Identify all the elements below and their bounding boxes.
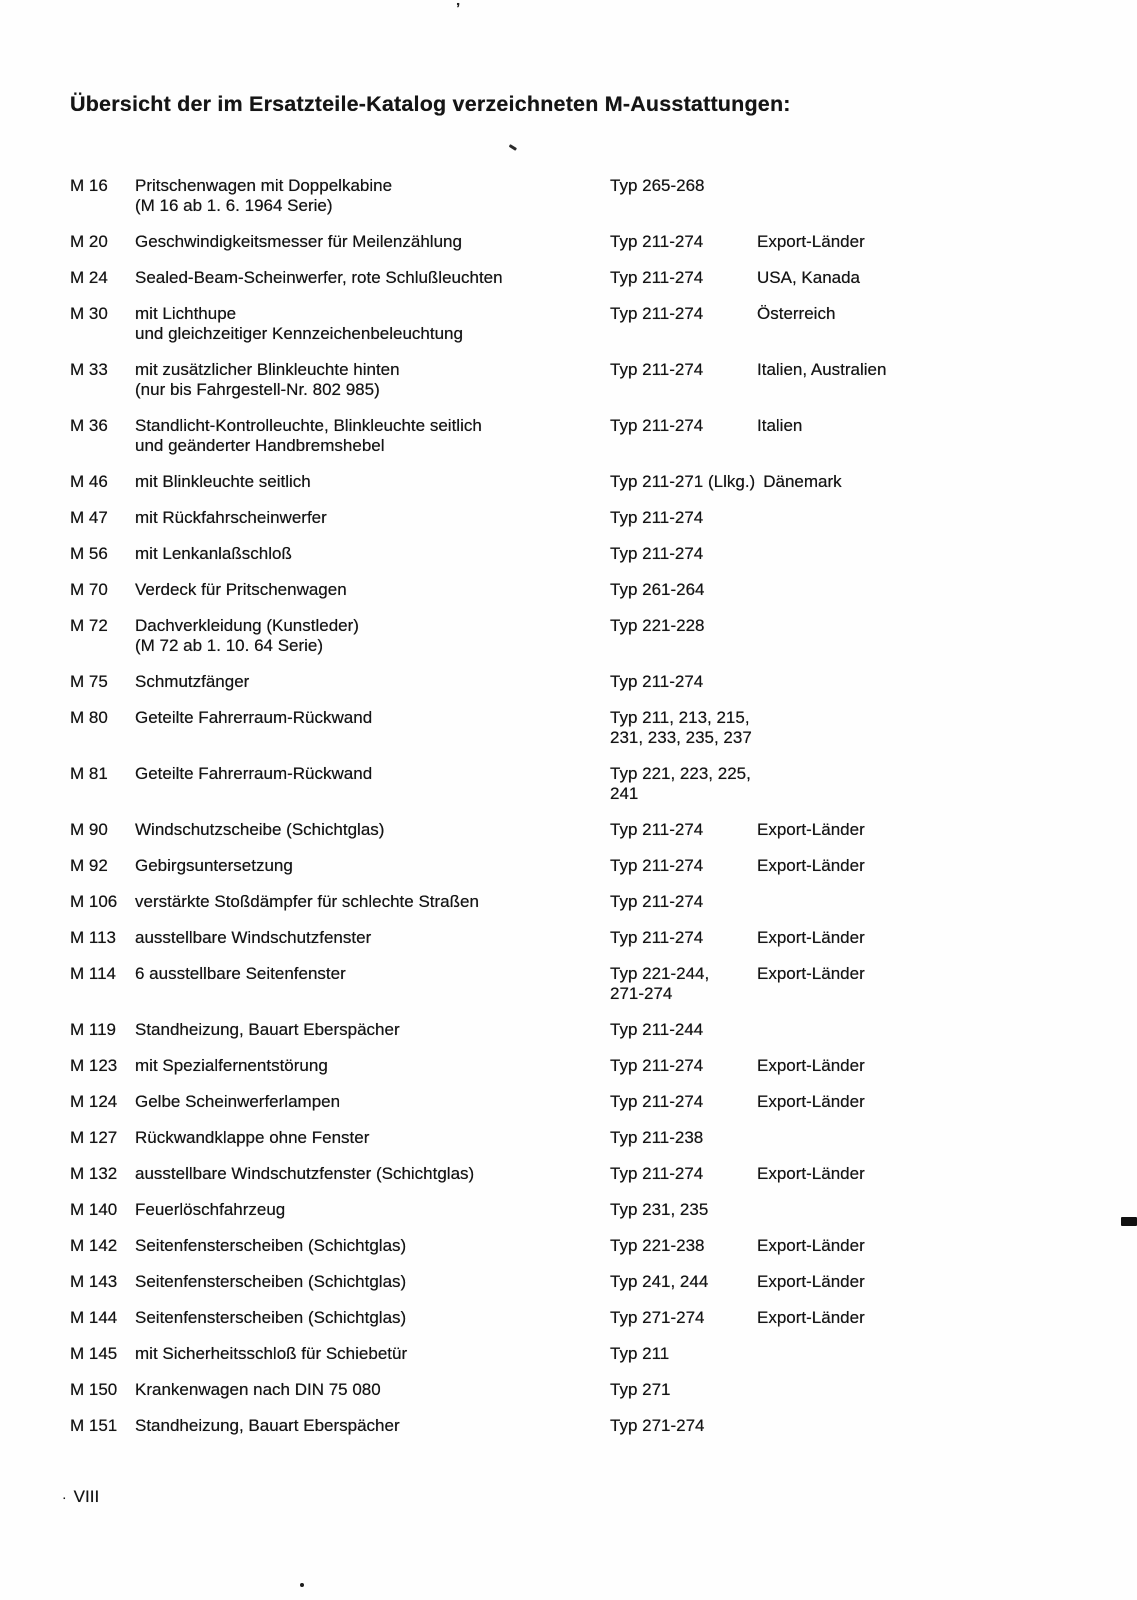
type-range [610, 544, 757, 564]
table-row [70, 1128, 1097, 1148]
description-line: (M 16 ab 1. 6. 1964 Serie) [135, 196, 333, 215]
description-line: Dachverkleidung (Kunstleder) [135, 616, 359, 635]
page-title: Übersicht der im Ersatzteile-Katalog verzeichneten M-Ausstattungen: [70, 92, 791, 116]
equipment-description [135, 232, 610, 252]
m-code: M 106 [70, 892, 118, 911]
type-line: Typ 221-228 [610, 616, 705, 635]
description-line: Standheizung, Bauart Eberspächer [135, 1416, 400, 1435]
description-line: Rückwandklappe ohne Fenster [135, 1128, 370, 1147]
description-line: Geteilte Fahrerraum-Rückwand [135, 764, 373, 783]
type-range [610, 1092, 757, 1112]
m-code: M 143 [70, 1272, 118, 1291]
type-range [610, 1200, 757, 1220]
type-range [610, 360, 757, 380]
type-line: Typ 265-268 [610, 176, 705, 195]
description-line: Verdeck für Pritschenwagen [135, 580, 347, 599]
equipment-description [135, 1092, 610, 1112]
m-code: M 150 [70, 1380, 118, 1399]
type-range [610, 1020, 757, 1040]
table-row [70, 1308, 1097, 1328]
country: Export-Länder [757, 232, 865, 251]
type-range [610, 1416, 757, 1436]
table-row [70, 416, 1097, 456]
table-row [70, 672, 1097, 692]
equipment-description [135, 764, 610, 784]
type-range [610, 892, 757, 912]
country: Export-Länder [757, 928, 865, 947]
type-line: Typ 211-274 [610, 360, 704, 379]
type-line: Typ 211-271 (Llkg.) [610, 472, 756, 491]
type-line: Typ 211-274 [610, 892, 704, 911]
equipment-description [135, 820, 610, 840]
table-row [70, 508, 1097, 528]
type-line: Typ 221-238 [610, 1236, 705, 1255]
table-row [70, 1092, 1097, 1112]
description-line: mit Rückfahrscheinwerfer [135, 508, 327, 527]
m-code: M 75 [70, 672, 108, 691]
type-range [610, 1308, 757, 1328]
table-row [70, 360, 1097, 400]
equipment-description [135, 580, 610, 600]
table-row [70, 892, 1097, 912]
type-line: 231, 233, 235, 237 [610, 728, 752, 747]
page-content [70, 92, 1097, 1436]
type-line: Typ 211-274 [610, 416, 704, 435]
m-code: M 127 [70, 1128, 118, 1147]
description-line: mit Lichthupe [135, 304, 237, 323]
country: Export-Länder [757, 964, 865, 983]
type-line: Typ 271-274 [610, 1416, 705, 1435]
m-code: M 140 [70, 1200, 118, 1219]
equipment-description [135, 472, 610, 492]
m-code: M 16 [70, 176, 108, 195]
description-line: verstärkte Stoßdämpfer für schlechte Straßen [135, 892, 479, 911]
description-line: (M 72 ab 1. 10. 64 Serie) [135, 636, 324, 655]
description-line: und geänderter Handbremshebel [135, 436, 385, 455]
type-line: Typ 221, 223, 225, [610, 764, 751, 783]
type-line: Typ 211-244 [610, 1020, 704, 1039]
page-number: VIII [73, 1487, 100, 1506]
table-row [70, 928, 1097, 948]
type-range [610, 1164, 757, 1184]
m-code: M 144 [70, 1308, 118, 1327]
equipment-description [135, 1308, 610, 1328]
m-code: M 80 [70, 708, 108, 727]
type-line: Typ 211-274 [610, 232, 704, 251]
type-range [610, 176, 757, 196]
description-line: Gebirgsuntersetzung [135, 856, 293, 875]
equipment-description [135, 964, 610, 984]
country: Export-Länder [757, 1272, 865, 1291]
table-row [70, 764, 1097, 804]
country: Export-Länder [757, 1308, 865, 1327]
description-line: Seitenfensterscheiben (Schichtglas) [135, 1272, 407, 1291]
m-code: M 151 [70, 1416, 118, 1435]
table-row [70, 232, 1097, 252]
m-code: M 46 [70, 472, 108, 491]
type-range [610, 1128, 757, 1148]
table-row [70, 1380, 1097, 1400]
description-line: mit zusätzlicher Blinkleuchte hinten [135, 360, 400, 379]
m-code: M 24 [70, 268, 108, 287]
type-line: Typ 271-274 [610, 1308, 705, 1327]
footer-dot: · [62, 1489, 67, 1505]
type-line: Typ 211-274 [610, 928, 704, 947]
type-range [610, 764, 759, 804]
table-row [70, 1164, 1097, 1184]
type-range [610, 820, 757, 840]
table-row [70, 304, 1097, 344]
equipment-description [135, 360, 610, 400]
m-code: M 56 [70, 544, 108, 563]
type-range [610, 708, 760, 748]
equipment-description [135, 1380, 610, 1400]
equipment-description [135, 176, 610, 216]
equipment-table [70, 176, 1097, 1436]
type-range [610, 964, 757, 1004]
m-code: M 145 [70, 1344, 118, 1363]
m-code: M 124 [70, 1092, 118, 1111]
table-row [70, 176, 1097, 216]
country: Dänemark [763, 472, 842, 491]
country: Österreich [757, 304, 836, 323]
m-code: M 47 [70, 508, 108, 527]
description-line: ausstellbare Windschutzfenster [135, 928, 372, 947]
m-code: M 30 [70, 304, 108, 323]
type-line: Typ 211-274 [610, 1092, 704, 1111]
equipment-description [135, 1164, 610, 1184]
table-row [70, 1020, 1097, 1040]
equipment-description [135, 1344, 610, 1364]
m-code: M 142 [70, 1236, 118, 1255]
description-line: mit Spezialfernentstörung [135, 1056, 328, 1075]
m-code: M 20 [70, 232, 108, 251]
type-line: Typ 211-274 [610, 1164, 704, 1183]
table-row [70, 708, 1097, 748]
table-row [70, 1200, 1097, 1220]
equipment-description [135, 304, 610, 344]
country: Export-Länder [757, 1236, 865, 1255]
description-line: Schmutzfänger [135, 672, 250, 691]
table-row [70, 544, 1097, 564]
table-row [70, 856, 1097, 876]
type-line: Typ 241, 244 [610, 1272, 709, 1291]
country: Export-Länder [757, 1056, 865, 1075]
m-code: M 92 [70, 856, 108, 875]
table-row [70, 616, 1097, 656]
equipment-description [135, 1200, 610, 1220]
type-line: Typ 271 [610, 1380, 671, 1399]
type-line: Typ 211-274 [610, 856, 704, 875]
description-line: ausstellbare Windschutzfenster (Schichtglas) [135, 1164, 475, 1183]
m-code: M 119 [70, 1020, 116, 1039]
description-line: Windschutzscheibe (Schichtglas) [135, 820, 385, 839]
equipment-description [135, 672, 610, 692]
description-line: mit Sicherheitsschloß für Schiebetür [135, 1344, 408, 1363]
table-row [70, 268, 1097, 288]
table-row [70, 820, 1097, 840]
type-line: Typ 211, 213, 215, [610, 708, 750, 727]
m-code: M 90 [70, 820, 108, 839]
description-line: Geschwindigkeitsmesser für Meilenzählung [135, 232, 462, 251]
type-line: Typ 211-274 [610, 672, 704, 691]
country: Export-Länder [757, 1092, 865, 1111]
equipment-description [135, 416, 610, 456]
type-line: Typ 211-238 [610, 1128, 704, 1147]
m-code: M 123 [70, 1056, 118, 1075]
country: Export-Länder [757, 1164, 865, 1183]
equipment-description [135, 1056, 610, 1076]
type-line: Typ 221-244, [610, 964, 710, 983]
description-line: Geteilte Fahrerraum-Rückwand [135, 708, 373, 727]
country: USA, Kanada [757, 268, 861, 287]
scan-dash-right-edge [1121, 1217, 1137, 1226]
type-range [610, 856, 757, 876]
table-row [70, 1056, 1097, 1076]
table-row [70, 1344, 1097, 1364]
type-line: Typ 211-274 [610, 544, 704, 563]
type-line: Typ 261-264 [610, 580, 705, 599]
table-row [70, 1236, 1097, 1256]
m-code: M 81 [70, 764, 108, 783]
type-line: 241 [610, 784, 639, 803]
type-line: Typ 211-274 [610, 508, 704, 527]
table-row [70, 964, 1097, 1004]
equipment-description [135, 856, 610, 876]
type-range [610, 580, 757, 600]
equipment-description [135, 892, 610, 912]
type-line: Typ 231, 235 [610, 1200, 709, 1219]
type-range [610, 616, 757, 636]
description-line: Pritschenwagen mit Doppelkabine [135, 176, 393, 195]
m-code: M 70 [70, 580, 108, 599]
equipment-description [135, 616, 610, 656]
page-footer [62, 1487, 99, 1507]
m-code: M 113 [70, 928, 116, 947]
description-line: Seitenfensterscheiben (Schichtglas) [135, 1236, 407, 1255]
equipment-description [135, 1416, 610, 1436]
country: Italien, Australien [757, 360, 887, 379]
description-line: Feuerlöschfahrzeug [135, 1200, 286, 1219]
m-code: M 114 [70, 964, 116, 983]
equipment-description [135, 544, 610, 564]
type-range [610, 232, 757, 252]
country: Export-Länder [757, 856, 865, 875]
description-line: mit Lenkanlaßschloß [135, 544, 292, 563]
description-line: Sealed-Beam-Scheinwerfer, rote Schlußleuchten [135, 268, 503, 287]
description-line: (nur bis Fahrgestell-Nr. 802 985) [135, 380, 380, 399]
type-line: Typ 211-274 [610, 820, 704, 839]
type-range [610, 672, 757, 692]
equipment-description [135, 508, 610, 528]
m-code: M 72 [70, 616, 108, 635]
type-line: Typ 211-274 [610, 304, 704, 323]
type-range [610, 928, 757, 948]
equipment-description [135, 928, 610, 948]
type-range [610, 304, 757, 324]
equipment-description [135, 1272, 610, 1292]
type-range [610, 268, 757, 288]
equipment-description [135, 708, 610, 728]
type-range [610, 1380, 757, 1400]
type-line: Typ 211-274 [610, 268, 704, 287]
country: Export-Länder [757, 820, 865, 839]
equipment-description [135, 1236, 610, 1256]
m-code: M 36 [70, 416, 108, 435]
description-line: Seitenfensterscheiben (Schichtglas) [135, 1308, 407, 1327]
table-row [70, 472, 1097, 492]
table-row [70, 1416, 1097, 1436]
scan-speck-bottom [300, 1583, 304, 1587]
type-range [610, 508, 757, 528]
equipment-description [135, 268, 610, 288]
equipment-description [135, 1020, 610, 1040]
description-line: Krankenwagen nach DIN 75 080 [135, 1380, 381, 1399]
equipment-description [135, 1128, 610, 1148]
description-line: Gelbe Scheinwerferlampen [135, 1092, 341, 1111]
type-range [610, 416, 757, 436]
type-line: Typ 211-274 [610, 1056, 704, 1075]
description-line: und gleichzeitiger Kennzeichenbeleuchtung [135, 324, 463, 343]
type-line: Typ 211 [610, 1344, 670, 1363]
type-range [610, 1344, 757, 1364]
description-line: Standlicht-Kontrolleuchte, Blinkleuchte seitlich [135, 416, 482, 435]
type-line: 271-274 [610, 984, 673, 1003]
table-row [70, 580, 1097, 600]
country: Italien [757, 416, 803, 435]
scan-speck-top: ’ [456, 0, 461, 17]
type-range [610, 472, 763, 492]
description-line: mit Blinkleuchte seitlich [135, 472, 311, 491]
m-code: M 33 [70, 360, 108, 379]
m-code: M 132 [70, 1164, 118, 1183]
description-line: Standheizung, Bauart Eberspächer [135, 1020, 400, 1039]
type-range [610, 1236, 757, 1256]
type-range [610, 1272, 757, 1292]
type-range [610, 1056, 757, 1076]
description-line: 6 ausstellbare Seitenfenster [135, 964, 346, 983]
table-row [70, 1272, 1097, 1292]
